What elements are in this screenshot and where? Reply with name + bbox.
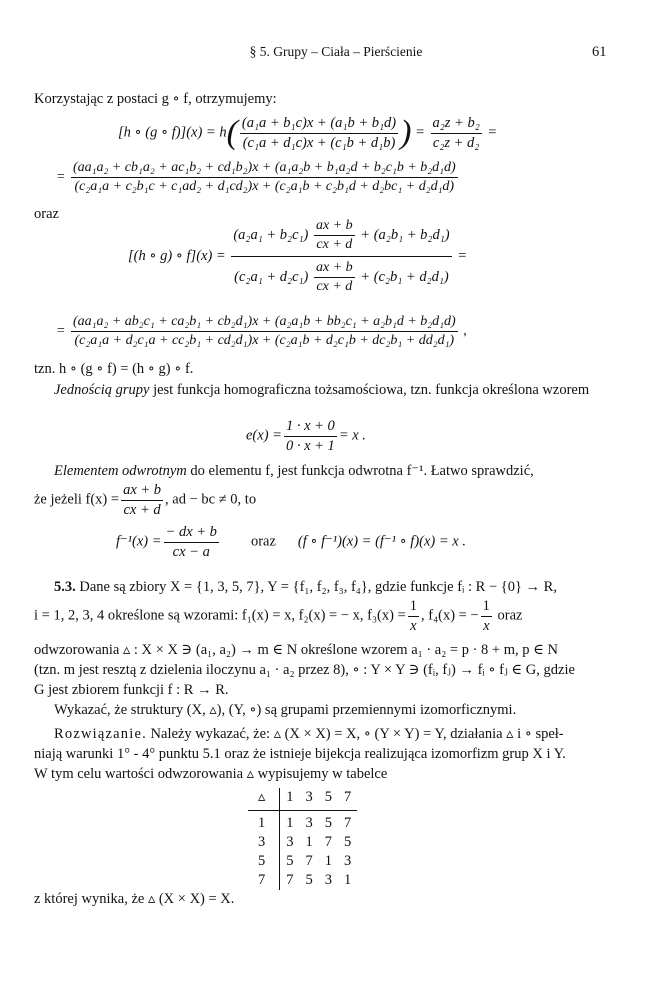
table-cell: 7 bbox=[324, 834, 333, 850]
table-cell: 7 bbox=[344, 815, 352, 831]
oraz-label: oraz bbox=[34, 206, 59, 222]
table-cell: 3 bbox=[286, 834, 294, 850]
f4-denominator: x bbox=[483, 617, 490, 634]
running-header: § 5. Grupy – Ciała – Pierścienie bbox=[249, 44, 423, 59]
if-suffix: , ad − bc ≠ 0, to bbox=[165, 491, 257, 508]
if-prefix: że jeżeli f(x) = bbox=[34, 491, 120, 508]
eq2-numerator: (aa₁a₂ + cb₁a₂ + ac₁b₂ + cd₁b₂)x + (a₁a₂b + b₁a₂d + b₂c₁b + b₂d₁d) bbox=[71, 160, 458, 178]
table-cell: 7 bbox=[286, 872, 294, 888]
problem-text-2c: oraz bbox=[493, 607, 523, 624]
finv-numerator: − dx + b bbox=[164, 524, 219, 543]
solution-label: Rozwiązanie. bbox=[54, 726, 147, 742]
table-cell: 1 bbox=[305, 834, 313, 850]
eq1-inner-denominator: (c₁a + d₁c)x + (c₁b + d₁b) bbox=[242, 134, 396, 151]
eq3-num-b: + (a₂b₁ + b₂d₁) bbox=[360, 226, 450, 243]
problem-number: 5.3. bbox=[54, 579, 76, 595]
equation-expanded-2: = (aa₁a₂ + ab₂c₁ + ca₂b₁ + cb₂d₁)x + (a₂a₁b + bb₂c₁ + a₂b₁d + b₂d₁d) (c₂a₁a + d₂c₁a + cc₂b₁ + cd₂d₁)x + (c₂a₁b + d₂c₁b + dc₂b₁ + dd₂d₁) , bbox=[56, 314, 467, 349]
table-cell: 1 bbox=[286, 815, 294, 831]
f3-numerator: 1 bbox=[408, 598, 419, 617]
finv-denominator: cx − a bbox=[172, 543, 210, 560]
equation-hg-f: [(h ∘ g) ∘ f](x) = (a₂a₁ + b₂c₁) $\frac{ax + b}{cx + d}$ + (a₂b₁ + b₂d₁) (c₂a₁ + d₂c₁) $\frac{ax + b}{cx + d}$ + (c₂b₁ + d₂d₁) = bbox=[128, 218, 467, 295]
eq3-inner-denominator-top: cx + d bbox=[316, 237, 353, 253]
eq3-num-a: (a₂a₁ + b₂c₁) bbox=[233, 226, 309, 243]
problem-line-5: G jest zbiorem funkcji f : R → R. bbox=[34, 682, 229, 698]
e-lhs: e(x) = bbox=[246, 427, 282, 444]
column-header: 7 bbox=[338, 788, 357, 811]
identity-paragraph bbox=[34, 381, 638, 400]
inverse-text: do elementu f, jest funkcja odwrotna f⁻¹. Łatwo sprawdzić, bbox=[186, 463, 534, 479]
equation-expanded-1: = (aa₁a₂ + cb₁a₂ + ac₁b₂ + cd₁b₂)x + (a₁a₂b + b₁a₂d + b₂c₁b + b₂d₁d) (c₂a₁a + c₂b₁c + c₁ad₂ + d₁cd₂)x + (c₂a₁b + c₂b₁d + d₂bc₁ + d₂d₁d) bbox=[56, 160, 456, 195]
inverse-formula bbox=[116, 524, 466, 560]
problem-line-4: (tzn. m jest resztą z dzielenia iloczynu a₁ · a₂ przez 8), ∘ : Y × Y ∋ (fᵢ, fⱼ) → fᵢ ∘ fⱼ ∈ G, gdzie bbox=[34, 662, 575, 678]
identity-text: jest funkcja homograficzna tożsamościowa, tzn. funkcja określona wzorem bbox=[149, 382, 590, 398]
solution-line-1 bbox=[34, 725, 638, 744]
table-cell: 5 bbox=[305, 872, 313, 888]
eq1-lhs: [h ∘ (g ∘ f)](x) = h bbox=[118, 124, 227, 141]
table-cell: 5 bbox=[324, 815, 333, 831]
table-corner: ▵ bbox=[248, 788, 280, 811]
solution-line-2: niają warunki 1° - 4° punktu 5.1 oraz że istnieje bijekcja realizująca izomorfizm grup X i Y. bbox=[34, 746, 566, 762]
identity-formula bbox=[246, 418, 366, 454]
table-row bbox=[248, 811, 357, 834]
eq3-den-a: (c₂a₁ + d₂c₁) bbox=[234, 269, 309, 286]
inverse-paragraph bbox=[34, 462, 638, 481]
identity-term: Jednością grupy bbox=[54, 382, 150, 398]
table-cell: 7 bbox=[305, 853, 313, 869]
problem-task: Wykazać, że struktury (X, ▵), (Y, ∘) są grupami przemiennymi izomorficznymi. bbox=[54, 702, 517, 718]
finv-rhs: (f ∘ f⁻¹)(x) = (f⁻¹ ∘ f)(x) = x . bbox=[297, 533, 466, 550]
row-header: 1 bbox=[248, 811, 280, 834]
table-row bbox=[248, 871, 357, 890]
eq3-inner-numerator-top: ax + b bbox=[314, 218, 355, 236]
eq1-inner-numerator: (a₁a + b₁c)x + (a₁b + b₁d) bbox=[240, 115, 398, 134]
column-header: 5 bbox=[319, 788, 338, 811]
column-header: 3 bbox=[300, 788, 319, 811]
table-cell: 1 bbox=[344, 872, 352, 888]
row-header: 3 bbox=[248, 833, 280, 852]
eq2-denominator: (c₂a₁a + c₂b₁c + c₁ad₂ + d₁cd₂)x + (c₂a₁b + c₂b₁d + d₂bc₁ + d₂d₁d) bbox=[74, 179, 455, 195]
table-cell: 3 bbox=[305, 815, 313, 831]
table-row bbox=[248, 833, 357, 852]
problem-line-2 bbox=[34, 598, 522, 634]
conclusion-text: z której wynika, że ▵ (X × X) = X. bbox=[34, 891, 235, 907]
table-cell: 5 bbox=[344, 834, 352, 850]
eq3-inner-numerator-bottom: ax + b bbox=[314, 260, 355, 278]
e-rhs: = x . bbox=[338, 427, 366, 444]
equation-h-g-f: [h ∘ (g ∘ f)](x) = h( $\frac{\text{(a₁a + b₁c)x + (a₁b + b₁d)}}{\text{(c₁a + d₁c)x + (c₁b + d₁b)}}$ ) = $\frac{\text{a₂z + b₂}}{\text{c₂z + d₂}}$ = bbox=[118, 114, 498, 152]
row-header: 5 bbox=[248, 852, 280, 871]
solution-line-3: W tym celu wartości odwzorowania ▵ wypisujemy w tabelce bbox=[34, 766, 388, 782]
table-cell: 5 bbox=[286, 853, 294, 869]
if-line bbox=[34, 482, 256, 518]
e-denominator: 0 · x + 1 bbox=[285, 437, 335, 454]
row-header: 7 bbox=[248, 871, 280, 890]
f-numerator: ax + b bbox=[121, 482, 163, 501]
finv-oraz: oraz bbox=[250, 533, 276, 550]
problem-text-2a: i = 1, 2, 3, 4 określone są wzorami: f₁(x) = x, f₂(x) = − x, f₃(x) = bbox=[34, 607, 406, 624]
eq3-inner-denominator-bottom: cx + d bbox=[316, 279, 353, 295]
f-denominator: cx + d bbox=[123, 501, 161, 518]
solution-text-1: Należy wykazać, że: ▵ (X × X) = X, ∘ (Y × Y) = Y, działania ▵ i ∘ speł- bbox=[146, 726, 564, 742]
operation-table bbox=[248, 788, 357, 890]
problem-text-1: Dane są zbiory X = {1, 3, 5, 7}, Y = {f₁, f₂, f₃, f₄}, gdzie funkcje fᵢ : R − {0} → R, bbox=[75, 579, 557, 595]
eq1-rhs-numerator: a₂z + b₂ bbox=[431, 115, 482, 134]
eq3-den-b: + (c₂b₁ + d₂d₁) bbox=[360, 269, 449, 286]
eq3-lhs: [(h ∘ g) ∘ f](x) = bbox=[128, 248, 226, 265]
table-row bbox=[248, 852, 357, 871]
eq4-numerator: (aa₁a₂ + ab₂c₁ + ca₂b₁ + cb₂d₁)x + (a₂a₁b + bb₂c₁ + a₂b₁d + b₂d₁d) bbox=[71, 314, 458, 332]
eq1-rhs-denominator: c₂z + d₂ bbox=[432, 134, 480, 151]
f3-denominator: x bbox=[410, 617, 417, 634]
problem-line-3: odwzorowania ▵ : X × X ∋ (a₁, a₂) → m ∈ N określone wzorem a₁ · a₂ = p · 8 + m, p ∈ N bbox=[34, 642, 558, 658]
table-cell: 3 bbox=[344, 853, 352, 869]
f4-numerator: 1 bbox=[481, 598, 492, 617]
page-number: 61 bbox=[592, 44, 607, 60]
table-cell: 3 bbox=[324, 872, 333, 888]
inverse-term: Elementem odwrotnym bbox=[54, 463, 187, 479]
problem-text-2b: , f₄(x) = − bbox=[421, 607, 479, 624]
eq4-denominator: (c₂a₁a + d₂c₁a + cc₂b₁ + cd₂d₁)x + (c₂a₁b + d₂c₁b + dc₂b₁ + dd₂d₁) bbox=[74, 333, 455, 349]
intro-text: Korzystając z postaci g ∘ f, otrzymujemy: bbox=[34, 91, 277, 107]
problem-line-1 bbox=[34, 578, 638, 597]
e-numerator: 1 · x + 0 bbox=[284, 418, 337, 437]
table-header-row bbox=[248, 788, 357, 811]
tzn-line: tzn. h ∘ (g ∘ f) = (h ∘ g) ∘ f. bbox=[34, 361, 194, 377]
column-header: 1 bbox=[280, 788, 300, 811]
finv-lhs: f⁻¹(x) = bbox=[116, 533, 162, 550]
table-cell: 1 bbox=[324, 853, 333, 869]
